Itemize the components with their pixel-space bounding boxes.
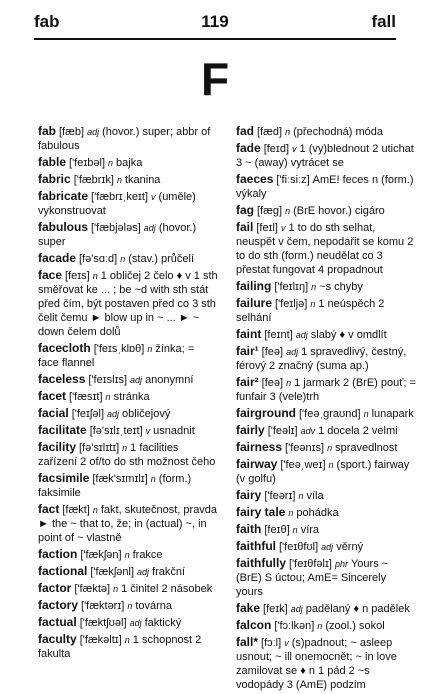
entry-part-of-speech: n [285,127,291,137]
dictionary-entry [236,601,416,616]
entry-headword: falcon [236,618,272,632]
entry-definition: (stav.) průčelí [128,253,195,265]
entry-definition: (sport.) fairway (v golfu) [236,459,410,485]
entry-part-of-speech: n [92,271,98,281]
entry-part-of-speech: n [108,158,114,168]
page-number: 119 [201,12,229,31]
dictionary-entry [38,502,218,545]
entry-pronunciation: ['fækʃən] [80,549,122,561]
entry-pronunciation: [fæk'sɪmɪlɪ] [92,473,148,485]
entry-headword: facade [38,251,77,265]
dictionary-entry [236,344,416,373]
entry-definition: (hovor.) super; abbr of fabulous [38,126,211,152]
entry-headword: fade [236,141,261,155]
entry-definition: 1 (vy)blednout 2 utichat 3 ~ (away) vytrácet se [236,143,414,169]
header-last-word: fall [371,12,396,31]
entry-headword: fact [38,502,60,516]
header-rule [34,38,396,40]
entry-definition: ~s chyby [319,281,363,293]
dictionary-entry [236,457,416,486]
entry-part-of-speech: n [116,175,122,185]
entry-headword: fabric [38,172,71,186]
entry-definition: žínka; = face flannel [38,343,195,369]
entry-headword: facecloth [38,341,91,355]
entry-definition: (uměle) vykonstruovat [38,191,196,217]
entry-definition: spravedlnost [335,442,398,454]
entry-headword: faith [236,522,262,536]
entry-part-of-speech: n [127,601,133,611]
entry-headword: facsimile [38,471,90,485]
entry-pronunciation: [feɪk] [263,603,288,615]
entry-part-of-speech: n [122,443,128,453]
entry-part-of-speech: adj [87,127,100,137]
entry-pronunciation: ['fækəltɪ] [79,634,122,646]
entry-definition: továrna [135,600,173,612]
entry-pronunciation: [fæd] [257,126,283,138]
dictionary-entry [236,635,416,692]
entry-part-of-speech: n [286,378,292,388]
entry-pronunciation: [fɔːl] [261,637,282,649]
entry-pronunciation: ['fæsɪt] [69,391,103,403]
dictionary-entry [38,220,218,249]
dictionary-entry [38,251,218,266]
entry-headword: factional [38,564,88,578]
entry-part-of-speech: n [311,282,317,292]
entry-headword: fake [236,601,261,615]
entry-definition: 1 jarmark 2 (BrE) pouť; = funfair 3 (vele)trh [236,377,416,403]
entry-definition: stránka [113,391,150,403]
entry-part-of-speech: n [120,254,126,264]
entry-headword: fad [236,124,254,138]
entry-definition: Yours ~ (BrE) S úctou; AmE= Sincerely yours [236,558,389,598]
dictionary-entry [236,505,416,520]
entry-headword: fairy tale [236,505,286,519]
entry-definition: obličejový [122,408,171,420]
entry-pronunciation: ['feɪlɪŋ] [274,281,309,293]
dictionary-entry [236,124,416,139]
dictionary-entry [236,172,416,201]
entry-pronunciation: [feɪs] [65,270,90,282]
entry-pronunciation: [fə'sɑːd] [79,253,118,265]
entry-pronunciation: [fə'sɪlɪˌteɪt] [89,425,143,437]
entry-part-of-speech: adj [295,330,308,340]
entry-headword: facility [38,440,77,454]
entry-definition: (hovor.) super [38,222,197,248]
entry-part-of-speech: n [150,474,156,484]
entry-part-of-speech: n [288,508,294,518]
entry-headword: face [38,268,63,282]
entry-part-of-speech: phr [334,559,348,569]
entry-part-of-speech: n [113,584,119,594]
entry-pronunciation: [feɪnt] [264,329,293,341]
entry-definition: frakční [152,566,186,578]
entry-headword: fairway [236,457,278,471]
section-letter: F [200,53,230,105]
entry-pronunciation: ['feɪθfəlɪ] [289,558,332,570]
entry-definition: slabý ♦ v omdlít [310,329,387,341]
entry-headword: facilitate [38,423,87,437]
entry-pronunciation: ['feənɪs] [285,442,325,454]
dictionary-entry [38,268,218,339]
entry-part-of-speech: n [147,344,153,354]
entry-part-of-speech: v [281,223,286,233]
entry-headword: faithfully [236,556,286,570]
dictionary-entry [38,341,218,370]
entry-definition: 1 schopnost 2 fakulta [38,634,202,660]
entry-headword: factual [38,615,77,629]
entry-headword: faculty [38,632,77,646]
entry-pronunciation: [feɪθ] [264,524,290,536]
entry-definition: lunapark [371,408,414,420]
entry-headword: factor [38,581,72,595]
dictionary-entry [38,564,218,579]
dictionary-entry [236,522,416,537]
dictionary-entry [38,406,218,421]
entry-pronunciation: [fækt] [62,504,90,516]
left-column [38,124,218,663]
entry-definition: věrný [336,541,364,553]
dictionary-entry [38,440,218,469]
entry-headword: facet [38,389,67,403]
entry-definition: 1 facilities zařízení 2 of/to do sth možnost čeho [38,442,216,468]
entry-headword: failure [236,296,273,310]
entry-headword: fair² [236,375,259,389]
dictionary-entry [38,547,218,562]
dictionary-entry [38,632,218,661]
entry-part-of-speech: adj [137,567,150,577]
dictionary-entry [38,471,218,500]
entry-part-of-speech: v [284,638,289,648]
entry-headword: factory [38,598,79,612]
entry-pronunciation: ['fæktʃʊəl] [79,617,127,629]
entry-headword: fairness [236,440,283,454]
dictionary-entry [236,141,416,170]
entry-part-of-speech: adj [143,223,156,233]
entry-pronunciation: [feɪl] [256,222,278,234]
dictionary-entry [236,556,416,599]
dictionary-entry [38,372,218,387]
entry-definition: fakt, skutečnost, pravda ► the ~ that to, že; in (actual) ~, in point of ~ vlastně [38,504,218,544]
entry-definition: frakce [132,549,163,561]
page-header [34,12,396,34]
entry-headword: faction [38,547,78,561]
entry-pronunciation: ['feɪljə] [275,298,308,310]
entry-definition: 1 obličej 2 čelo ♦ v 1 sth směřovat ke ... ; be ~d with sth stát před čím, být postaven před co 3 sth čelit čemu ► blow up in ~ ... ► ~ down čelem dolů [38,270,218,338]
dictionary-entry [236,488,416,503]
dictionary-entry [236,375,416,404]
entry-definition: 1 činitel 2 násobek [121,583,213,595]
entry-pronunciation: ['feɪbəl] [69,157,105,169]
entry-pronunciation: ['feəlɪ] [267,425,298,437]
dictionary-entry [236,423,416,438]
entry-part-of-speech: n [124,550,130,560]
dictionary-entry [236,203,416,218]
dictionary-entry [236,279,416,294]
entry-pronunciation: [feə] [261,377,284,389]
entry-pronunciation: ['fæbjələs] [91,222,141,234]
header-first-word: fab [34,12,60,31]
dictionary-entry [38,189,218,218]
entry-definition: víla [306,490,324,502]
entry-headword: fab [38,124,56,138]
entry-definition: 1 docela 2 velmi [318,425,398,437]
entry-definition: AmE! feces n (form.) výkaly [236,174,414,200]
entry-headword: faint [236,327,262,341]
entry-part-of-speech: n [292,525,298,535]
entry-headword: fairy [236,488,262,502]
entry-pronunciation: ['feɪslɪs] [88,374,128,386]
entry-pronunciation: ['feɪʃəl] [71,408,104,420]
dictionary-entry [236,618,416,633]
entry-headword: facial [38,406,69,420]
dictionary-entry [38,598,218,613]
entry-part-of-speech: adj [286,347,299,357]
dictionary-entry [38,155,218,170]
entry-pronunciation: ['fæktərɪ] [81,600,125,612]
entry-part-of-speech: adj [290,604,303,614]
dictionary-entry [38,581,218,596]
entry-pronunciation: ['fɔːlkən] [274,620,315,632]
entry-part-of-speech: n [363,409,369,419]
entry-definition: (zool.) sokol [325,620,385,632]
dictionary-entry [38,124,218,153]
entry-headword: fag [236,203,254,217]
dictionary-entry [38,172,218,187]
dictionary-entry [236,327,416,342]
entry-pronunciation: [feɪd] [263,143,290,155]
dictionary-entry [236,539,416,554]
entry-definition: anonymní [145,374,194,386]
entry-headword: fail [236,220,254,234]
entry-part-of-speech: n [317,621,323,631]
entry-headword: fairly [236,423,265,437]
dictionary-entry [236,220,416,277]
right-column [236,124,416,694]
entry-part-of-speech: n [105,392,111,402]
entry-pronunciation: ['fæbrɪˌkeɪt] [91,191,149,203]
entry-definition: tkanina [124,174,161,186]
entry-headword: fall* [236,635,259,649]
entry-definition: 1 neúspěch 2 selhání [236,298,385,324]
entry-headword: failing [236,279,272,293]
entry-part-of-speech: n [92,505,98,515]
entry-pronunciation: [fæg] [257,205,283,217]
entry-pronunciation: [feə] [261,346,284,358]
entry-pronunciation: ['feɪθfʊl] [279,541,319,553]
entry-part-of-speech: adj [129,618,142,628]
entry-part-of-speech: adj [321,542,334,552]
entry-definition: bajka [116,157,143,169]
entry-pronunciation: ['fæbrɪk] [73,174,114,186]
entry-headword: fable [38,155,67,169]
entry-headword: fair¹ [236,344,259,358]
dictionary-entry [38,423,218,438]
entry-pronunciation: ['fæktə] [74,583,111,595]
entry-pronunciation: ['fækʃənl] [90,566,135,578]
entry-part-of-speech: n [327,443,333,453]
entry-pronunciation: ['feəˌweɪ] [280,459,326,471]
entry-definition: víra [300,524,320,536]
dictionary-entry [236,440,416,455]
entry-pronunciation: [fæb] [59,126,85,138]
entry-pronunciation: ['fiːsiːz] [276,174,310,186]
entry-definition: (přechodná) móda [293,126,383,138]
entry-definition: pohádka [296,507,339,519]
entry-pronunciation: ['feɪsˌklɒθ] [93,343,145,355]
entry-definition: padělaný ♦ n padělek [305,603,410,615]
entry-part-of-speech: adv [300,426,316,436]
entry-definition: 1 to do sth selhat, neuspět v čem, nepodařit se komu 2 to do sth (form.) neudělat co 3 přestat fungovat 4 propadnout [236,222,414,276]
entry-headword: fabulous [38,220,88,234]
entry-part-of-speech: v [292,144,297,154]
entry-part-of-speech: n [298,491,304,501]
entry-headword: faceless [38,372,86,386]
entry-pronunciation: ['feəˌgraʊnd] [299,408,361,420]
entry-part-of-speech: n [124,635,130,645]
entry-part-of-speech: adj [130,375,143,385]
entry-definition: faktický [144,617,182,629]
entry-part-of-speech: n [310,299,316,309]
entry-definition: 1 spravedlivý, čestný, férový 2 značný (suma ap.) [236,346,407,372]
entry-part-of-speech: n [328,460,334,470]
dictionary-entry [236,406,416,421]
entry-part-of-speech: adj [107,409,120,419]
entry-pronunciation: ['feərɪ] [264,490,296,502]
entry-definition: usnadnit [153,425,195,437]
entry-part-of-speech: v [151,192,156,202]
entry-headword: fairground [236,406,296,420]
entry-definition: (s)padnout; ~ asleep usnout; ~ ill onemocnět; ~ in love zamilovat se ♦ n 1 pád 2 ~s vodopády 3 (AmE) podzim [236,637,397,691]
dictionary-entry [38,615,218,630]
entry-part-of-speech: n [285,206,291,216]
entry-headword: faithful [236,539,276,553]
entry-part-of-speech: v [145,426,151,436]
dictionary-entry [38,389,218,404]
entry-definition: (BrE hovor.) cigáro [293,205,385,217]
entry-headword: faeces [236,172,274,186]
entry-definition: (form.) faksimile [38,473,192,499]
entry-pronunciation: [fə'sɪlɪtɪ] [79,442,120,454]
entry-headword: fabricate [38,189,89,203]
dictionary-entry [236,296,416,325]
